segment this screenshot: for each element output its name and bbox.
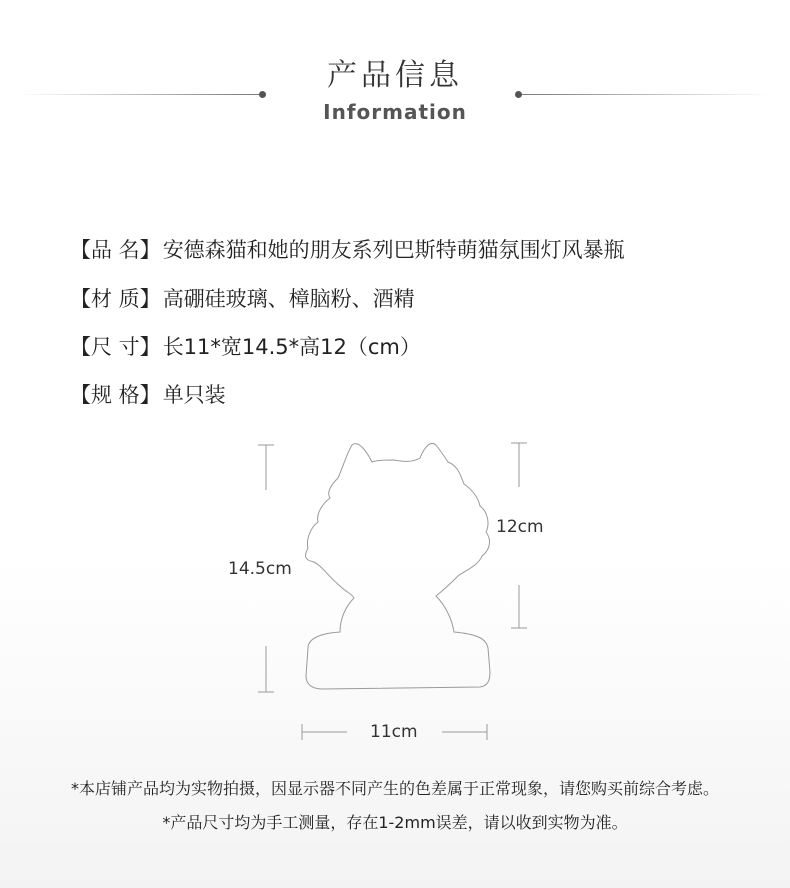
disclaimer-color-note: *本店铺产品均为实物拍摄，因显示器不同产生的色差属于正常现象，请您购买前综合考虑。	[70, 779, 719, 798]
dimension-length-label: 11cm	[370, 722, 418, 742]
spec-row-spec	[70, 379, 226, 409]
spec-value: 长11*宽14.5*高12（cm）	[162, 335, 421, 359]
spec-label: 【品 名】	[70, 238, 161, 262]
spec-value: 安德森猫和她的朋友系列巴斯特萌猫氛围灯风暴瓶	[162, 238, 625, 262]
spec-row-size	[70, 331, 421, 361]
cat-outline	[306, 443, 490, 689]
spec-label: 【尺 寸】	[70, 335, 161, 359]
spec-value: 单只装	[162, 383, 226, 407]
spec-row-name	[70, 234, 625, 264]
spec-label: 【材 质】	[70, 287, 161, 311]
header-divider-right	[520, 94, 770, 95]
page-title: 产品信息	[327, 58, 463, 93]
header-divider-left	[20, 94, 260, 95]
page-subtitle: Information	[323, 100, 467, 124]
spec-label: 【规 格】	[70, 383, 161, 407]
dimension-height-label: 12cm	[496, 517, 544, 537]
spec-value: 高硼硅玻璃、樟脑粉、酒精	[162, 287, 415, 311]
spec-row-material	[70, 283, 415, 313]
dimension-depth-label: 14.5cm	[228, 559, 292, 579]
disclaimer-size-note: *产品尺寸均为手工测量，存在1-2mm误差，请以收到实物为准。	[162, 813, 628, 832]
